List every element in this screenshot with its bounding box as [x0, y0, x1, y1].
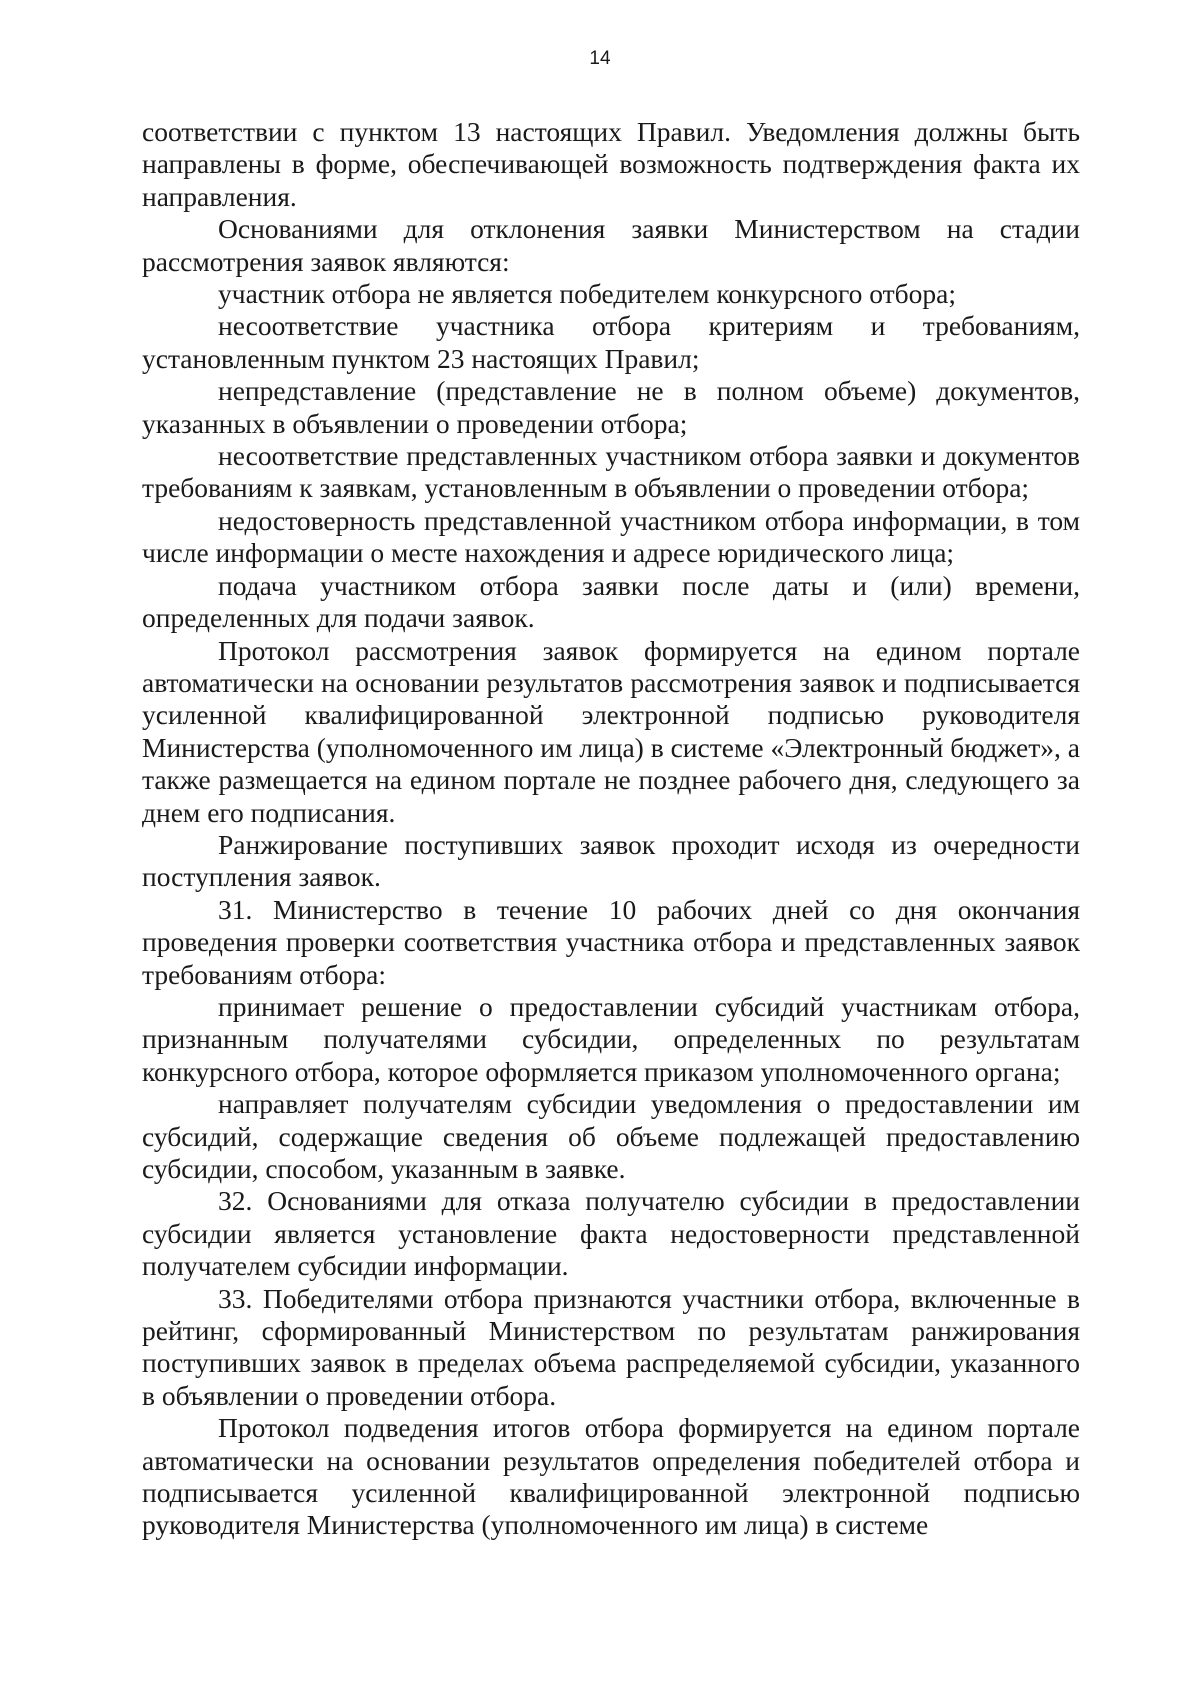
- paragraph-ground-late-submission: подача участником отбора заявки после даты и (или) времени, определенных для подачи заявок.: [142, 569, 1080, 634]
- paragraph-ranking: Ранжирование поступивших заявок проходит исходя из очередности поступления заявок.: [142, 828, 1080, 893]
- page-number: 14: [589, 48, 611, 69]
- document-body: [142, 116, 1080, 1542]
- paragraph-ground-documents-missing: непредставление (представление не в полном объеме) документов, указанных в объявлении о проведении отбора;: [142, 375, 1080, 439]
- paragraph-item-32: 32. Основаниями для отказа получателю субсидии в предоставлении субсидии является установление факта недостоверности представленной получателем субсидии информации.: [142, 1185, 1080, 1282]
- paragraph-ground-not-winner: участник отбора не является победителем конкурсного отбора;: [218, 278, 957, 310]
- paragraph-ground-false-info: недостоверность представленной участником отбора информации, в том числе информации о месте нахождения и адресе юридического лица;: [142, 504, 1080, 569]
- paragraph-item-31-decision: принимает решение о предоставлении субсидий участникам отбора, признанным получателями субсидии, определенных по результатам конкурсного отбора, которое оформляется приказом уполномоченного органа;: [142, 990, 1080, 1087]
- paragraph-rejection-grounds: Основаниями для отклонения заявки Министерством на стадии рассмотрения заявок являются:: [142, 213, 1080, 277]
- paragraph-continuation: соответствии с пунктом 13 настоящих Правил. Уведомления должны быть направлены в форме, обеспечивающей возможность подтверждения факта их направления.: [142, 116, 1080, 212]
- paragraph-item-31: 31. Министерство в течение 10 рабочих дней со дня окончания проведения проверки соответствия участника отбора и представленных заявок требованиям отбора:: [142, 893, 1080, 990]
- paragraph-item-31-notification: направляет получателям субсидии уведомления о предоставлении им субсидий, содержащие сведения об объеме подлежащей предоставлению субсидии, способом, указанным в заявке.: [142, 1088, 1080, 1184]
- paragraph-review-protocol: Протокол рассмотрения заявок формируется на едином портале автоматически на основании результатов рассмотрения заявок и подписывается усиленной квалифицированной электронной подписью руководителя Министерства (уполномоченного им лица) в системе «Электронный бюджет», а также размещается на едином портале не позднее рабочего дня, следующего за днем его подписания.: [142, 634, 1080, 828]
- paragraph-item-33: 33. Победителями отбора признаются участники отбора, включенные в рейтинг, сформированный Министерством по результатам ранжирования поступивших заявок в пределах объема распределяемой субсидии, указанного в объявлении о проведении отбора.: [142, 1282, 1080, 1411]
- paragraph-ground-documents-mismatch: несоответствие представленных участником отбора заявки и документов требованиям к заявкам, установленным в объявлении о проведении отбора;: [142, 440, 1080, 504]
- paragraph-ground-criteria: несоответствие участника отбора критериям и требованиям, установленным пунктом 23 настоящих Правил;: [142, 310, 1080, 374]
- paragraph-results-protocol: Протокол подведения итогов отбора формируется на едином портале автоматически на основании результатов определения победителей отбора и подписывается усиленной квалифицированной электронной подписью руководителя Министерства (уполномоченного им лица) в системе: [142, 1412, 1080, 1541]
